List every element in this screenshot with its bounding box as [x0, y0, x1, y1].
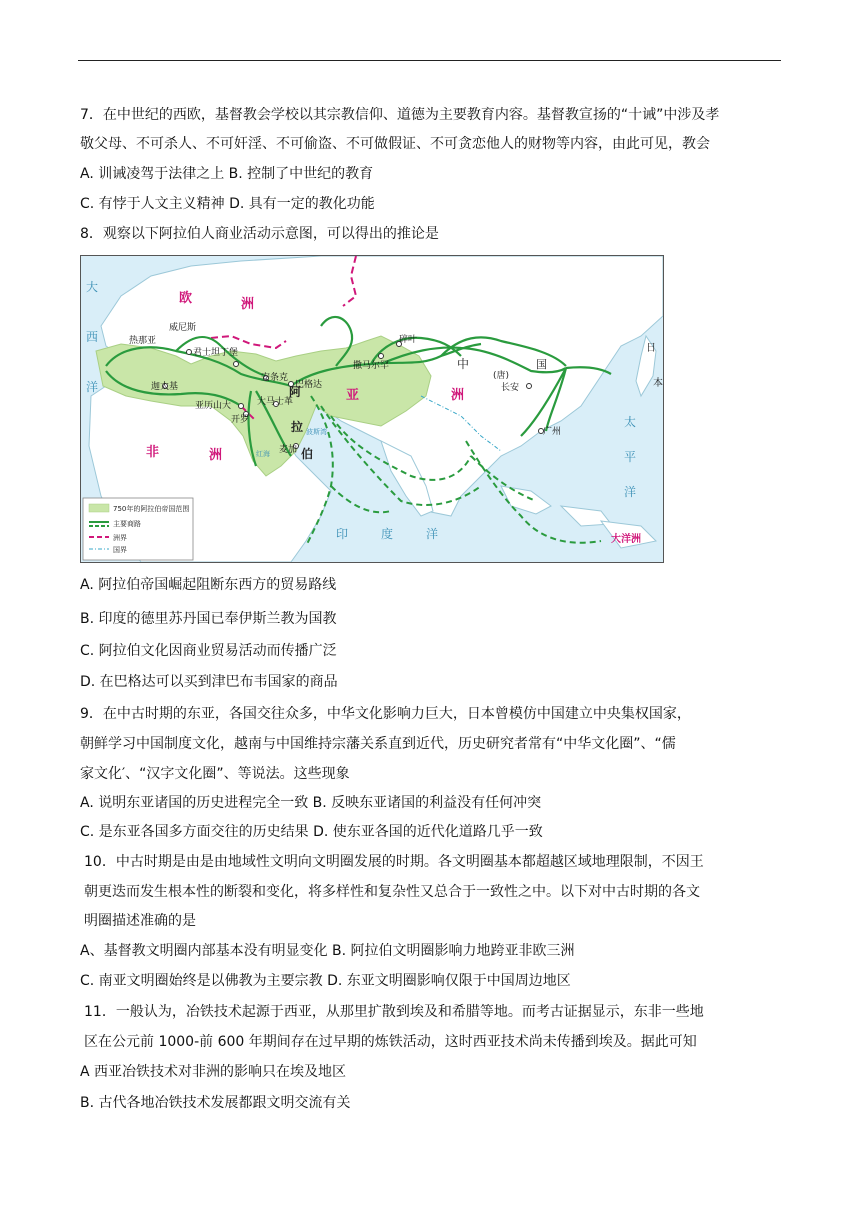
- q11-stem-line2: 区在公元前 1000-前 600 年期间存在过早期的炼铁活动，这时西亚技术尚未传播到埃及。据此可知: [84, 1034, 697, 1050]
- label-tang: (唐): [493, 371, 510, 381]
- city-genoa: 热那亚: [129, 336, 157, 346]
- city-venice: 威尼斯: [169, 323, 197, 333]
- header-rule: [78, 60, 781, 61]
- sea-persian-gulf: 波斯湾: [306, 428, 327, 436]
- label-pacific-2: 平: [624, 450, 637, 464]
- city-mecca: 麦加: [279, 445, 298, 455]
- city-damascus: 大马士革: [257, 397, 294, 407]
- q8-option-d: D. 在巴格达可以买到津巴布韦国家的商品: [80, 674, 338, 690]
- label-japan-2: 本: [653, 378, 663, 389]
- label-oceania: 大洋洲: [611, 534, 641, 545]
- sea-red-sea: 红海: [256, 450, 270, 458]
- q11-option-b: B. 古代各地冶铁技术发展都跟文明交流有关: [80, 1095, 351, 1111]
- city-cairo: 开罗: [231, 415, 250, 425]
- q8-stem: 8．观察以下阿拉伯人商业活动示意图，可以得出的推论是: [80, 226, 439, 242]
- label-atlantic-2: 西: [86, 330, 99, 344]
- city-constantinople: 君士坦丁堡: [193, 348, 239, 358]
- legend-continent-border: 洲界: [113, 534, 127, 542]
- q10-options-cd: C. 南亚文明圈始终是以佛教为主要宗教 D. 东亚文明圈影响仅限于中国周边地区: [80, 973, 571, 989]
- label-arabia-1: 阿: [289, 385, 302, 399]
- q7-stem-line1: 7．在中世纪的西欧，基督教会学校以其宗教信仰、道德为主要教育内容。基督教宣扬的“十诫”中涉及孝: [80, 107, 720, 123]
- q10-stem-line2: 朝更迭而发生根本性的断裂和变化，将多样性和复杂性又总合于一致性之中。以下对中古时期的各文: [84, 884, 700, 900]
- label-africa-2: 洲: [209, 448, 223, 463]
- q11-option-a: A 西亚冶铁技术对非洲的影响只在埃及地区: [80, 1064, 347, 1080]
- q8-option-c: C. 阿拉伯文化因商业贸易活动而传播广泛: [80, 643, 337, 659]
- city-guangzhou: 广州: [543, 427, 562, 437]
- city-samarkand: 撒马尔罕: [353, 361, 390, 371]
- q9-stem-line1: 9．在中古时期的东亚，各国交往众多，中华文化影响力巨大，日本曾模仿中国建立中央集权国家，: [80, 706, 691, 722]
- legend-empire: 750年的阿拉伯帝国范围: [113, 505, 190, 513]
- map-legend: [83, 498, 193, 560]
- label-arabia-3: 伯: [301, 447, 314, 461]
- legend-routes: 主要商路: [113, 520, 141, 528]
- label-atlantic-1: 大: [86, 280, 99, 294]
- city-changan: 长安: [501, 383, 520, 393]
- q10-options-ab: A、基督教文明圈内部基本没有明显变化 B. 阿拉伯文明圈影响力地跨亚非欧三洲: [80, 943, 575, 959]
- label-asia-2: 洲: [451, 388, 465, 403]
- q10-stem-line3: 明圈描述准确的是: [84, 913, 196, 929]
- city-alexandria: 亚历山大: [195, 401, 232, 411]
- label-pacific-1: 太: [624, 415, 637, 429]
- q10-stem-line1: 10．中古时期是由是由地域性文明向文明圈发展的时期。各文明圈基本都超越区域地理限制，不因王: [84, 854, 704, 870]
- label-arabia-2: 拉: [291, 420, 304, 434]
- city-carthage: 迦太基: [151, 382, 179, 392]
- label-indian-3: 洋: [426, 527, 439, 541]
- q9-options-cd: C. 是东亚各国多方面交往的历史结果 D. 使东亚各国的近代化道路几乎一致: [80, 824, 543, 840]
- label-indian-2: 度: [381, 527, 394, 541]
- city-antioch: 安条克: [261, 373, 289, 383]
- label-china-1: 中: [457, 357, 470, 371]
- q11-stem-line1: 11．一般认为，冶铁技术起源于西亚，从那里扩散到埃及和希腊等地。而考古证据显示，东非一些地: [84, 1004, 704, 1020]
- q7-options-ab: A. 训诫凌驾于法律之上 B. 控制了中世纪的教育: [80, 166, 374, 182]
- q8-option-a: A. 阿拉伯帝国崛起阻断东西方的贸易路线: [80, 577, 337, 593]
- label-japan-1: 日: [646, 343, 656, 354]
- city-suyab: 碎叶: [399, 335, 418, 345]
- legend-national-border: 国界: [113, 546, 127, 554]
- arab-trade-map: [80, 255, 664, 563]
- label-atlantic-3: 洋: [86, 380, 99, 394]
- q9-options-ab: A. 说明东亚诸国的历史进程完全一致 B. 反映东亚诸国的利益没有任何冲突: [80, 795, 542, 811]
- q9-stem-line3: 家文化′、“汉字文化圈”、等说法。这些现象: [80, 766, 350, 782]
- label-indian-1: 印: [336, 527, 349, 541]
- label-asia-1: 亚: [346, 388, 360, 403]
- label-europe-2: 洲: [241, 297, 255, 312]
- q7-stem-line2: 敬父母、不可杀人、不可奸淫、不可偷盗、不可做假证、不可贪恋他人的财物等内容，由此可见，教会: [80, 136, 710, 152]
- q8-option-b: B. 印度的德里苏丹国已奉伊斯兰教为国教: [80, 611, 337, 627]
- label-china-2: 国: [536, 358, 547, 371]
- label-africa-1: 非: [146, 445, 160, 460]
- label-pacific-3: 洋: [624, 485, 637, 499]
- q7-options-cd: C. 有悖于人文主义精神 D. 具有一定的教化功能: [80, 196, 375, 212]
- q9-stem-line2: 朝鲜学习中国制度文化，越南与中国维持宗藩关系直到近代，历史研究者常有“中华文化圈”、“儒: [80, 736, 676, 752]
- label-europe-1: 欧: [179, 291, 193, 306]
- city-baghdad: 巴格达: [295, 380, 323, 390]
